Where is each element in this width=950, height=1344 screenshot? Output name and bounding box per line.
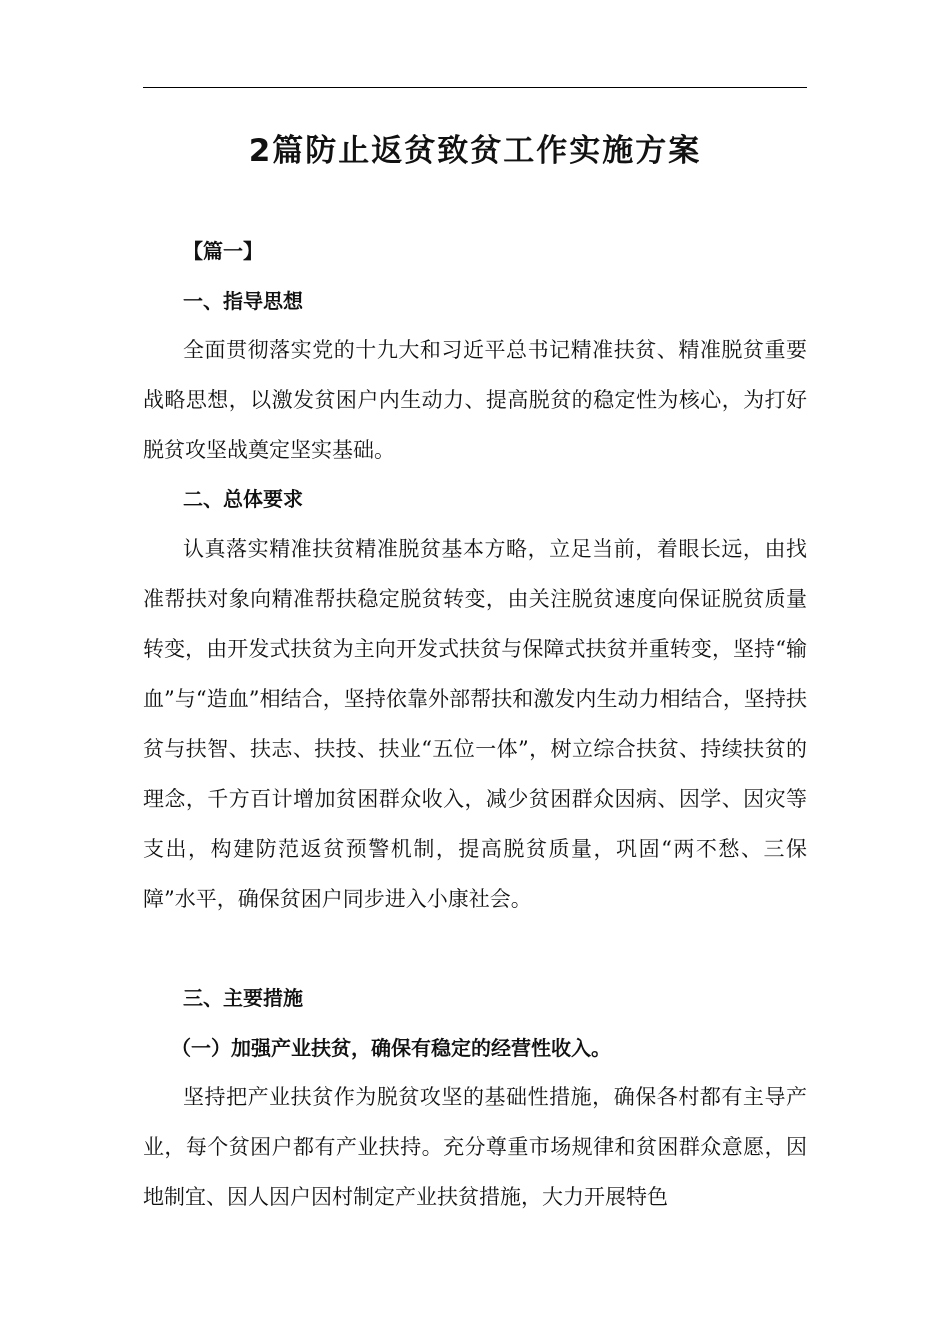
section-heading-general-requirements: 二、总体要求: [183, 487, 303, 511]
subsection-heading-industry-poverty-alleviation: （一）加强产业扶贫，确保有稳定的经营性收入。: [171, 1036, 611, 1060]
section-heading-main-measures: 三、主要措施: [183, 986, 303, 1010]
section-body-general-requirements: 认真落实精准扶贫精准脱贫基本方略，立足当前，着眼长远，由找准帮扶对象向精准帮扶稳定脱贫转变，由关注脱贫速度向保证脱贫质量转变，由开发式扶贫为主向开发式扶贫与保障式扶贫并重转变，坚持“输血”与“造血”相结合，坚持依靠外部帮扶和激发内生动力相结合，坚持扶贫与扶智、扶志、扶技、扶业“五位一体”，树立综合扶贫、持续扶贫的理念，千方百计增加贫困群众收入，减少贫困群众因病、因学、因灾等支出，构建防范返贫预警机制，提高脱贫质量，巩固“两不愁、三保障”水平，确保贫困户同步进入小康社会。: [143, 537, 807, 911]
header-rule: [143, 87, 807, 88]
section-heading-guiding-ideology: 一、指导思想: [183, 289, 303, 313]
subsection-body-industry-poverty-alleviation: 坚持把产业扶贫作为脱贫攻坚的基础性措施，确保各村都有主导产业，每个贫困户都有产业扶持。充分尊重市场规律和贫困群众意愿，因地制宜、因人因户因村制定产业扶贫措施，大力开展特色: [143, 1085, 807, 1209]
document-title: 2篇防止返贫致贫工作实施方案: [248, 133, 702, 169]
part-label: 【篇一】: [183, 239, 263, 263]
section-body-guiding-ideology: 全面贯彻落实党的十九大和习近平总书记精准扶贫、精准脱贫重要战略思想，以激发贫困户内生动力、提高脱贫的稳定性为核心，为打好脱贫攻坚战奠定坚实基础。: [143, 338, 807, 462]
